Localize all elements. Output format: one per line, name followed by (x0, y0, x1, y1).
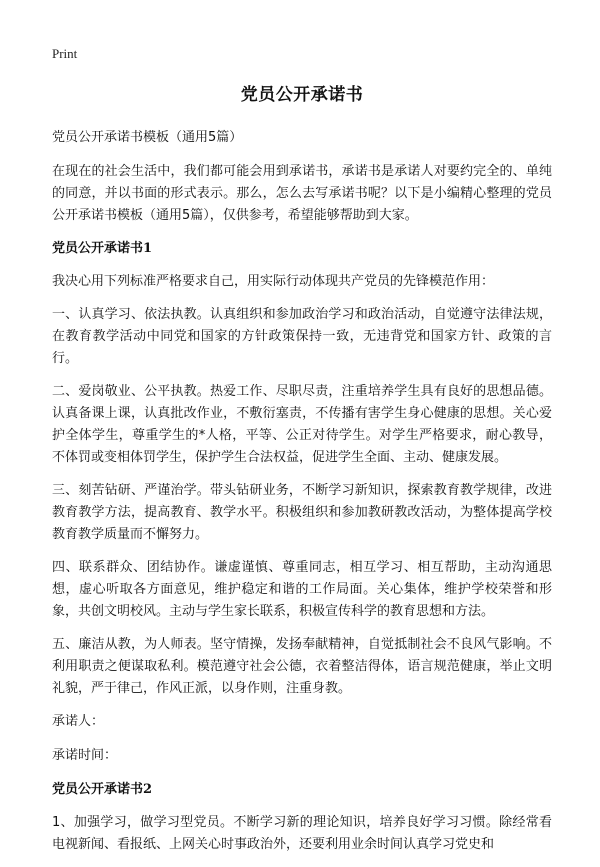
promiser-label: 承诺人： (52, 714, 105, 729)
print-label[interactable]: Print (52, 46, 78, 61)
section-1-paragraph: 一、认真学习、依法执教。认真组织和参加政治学习和政治活动，自觉遵守法律法规，在教育教学活动中同党和国家的方针政策保持一致，无违背党和国家方针、政策的言行。 (52, 307, 552, 366)
section-1-paragraph: 四、联系群众、团结协作。谦虚谨慎、尊重同志，相互学习、相互帮助，主动沟通思想，虚心听取各方面意见，维护稳定和谐的工作局面。关心集体，维护学校荣誉和形象，共创文明校风。主动与学生家长联系，积极宣传科学的教育思想和方法。 (52, 560, 552, 619)
promise-date-label: 承诺时间： (52, 748, 118, 763)
section-1-paragraph: 我决心用下列标准严格要求自己，用实际行动体现共产党员的先锋模范作用： (52, 274, 495, 289)
intro-paragraph: 在现在的社会生活中，我们都可能会用到承诺书，承诺书是承诺人对要约完全的、单纯的同意，并以书面的形式表示。那么，怎么去写承诺书呢？以下是小编精心整理的党员公开承诺书模板（通用5篇），仅供参考，希望能够帮助到大家。 (52, 164, 552, 223)
section-1-paragraph: 三、刻苦钻研、严谨治学。带头钻研业务，不断学习新知识，探索教育教学规律，改进教育教学方法，提高教育、教学水平。积极组织和参加教研教改活动，为整体提高学校教育教学质量而不懈努力。 (52, 483, 552, 542)
section-2-paragraph: 1、加强学习，做学习型党员。不断学习新的理论知识，培养良好学习习惯。除经常看电视新闻、看报纸、上网关心时事政治外，还要利用业余时间认真学习党史和 (52, 815, 552, 852)
section-1-paragraph: 五、廉洁从教，为人师表。坚守情操，发扬奉献精神，自觉抵制社会不良风气影响。不利用职责之便谋取私利。模范遵守社会公德，衣着整洁得体，语言规范健康，举止文明礼貌，严于律己，作风正派，以身作则，注重身教。 (52, 637, 552, 696)
section-1-heading: 党员公开承诺书1 (52, 241, 153, 256)
page-title: 党员公开承诺书 (240, 85, 364, 105)
document-subtitle: 党员公开承诺书模板（通用5篇） (52, 130, 243, 145)
section-2-heading: 党员公开承诺书2 (52, 782, 153, 797)
document-body (52, 80, 552, 867)
section-1-paragraph: 二、爱岗敬业、公平执教。热爱工作、尽职尽责，注重培养学生具有良好的思想品德。认真备课上课，认真批改作业，不敷衍塞责，不传播有害学生身心健康的思想。关心爱护全体学生，尊重学生的*人格，平等、公正对待学生。对学生严格要求，耐心教导，不体罚或变相体罚学生，保护学生合法权益，促进学生全面、主动、健康发展。 (52, 384, 552, 465)
